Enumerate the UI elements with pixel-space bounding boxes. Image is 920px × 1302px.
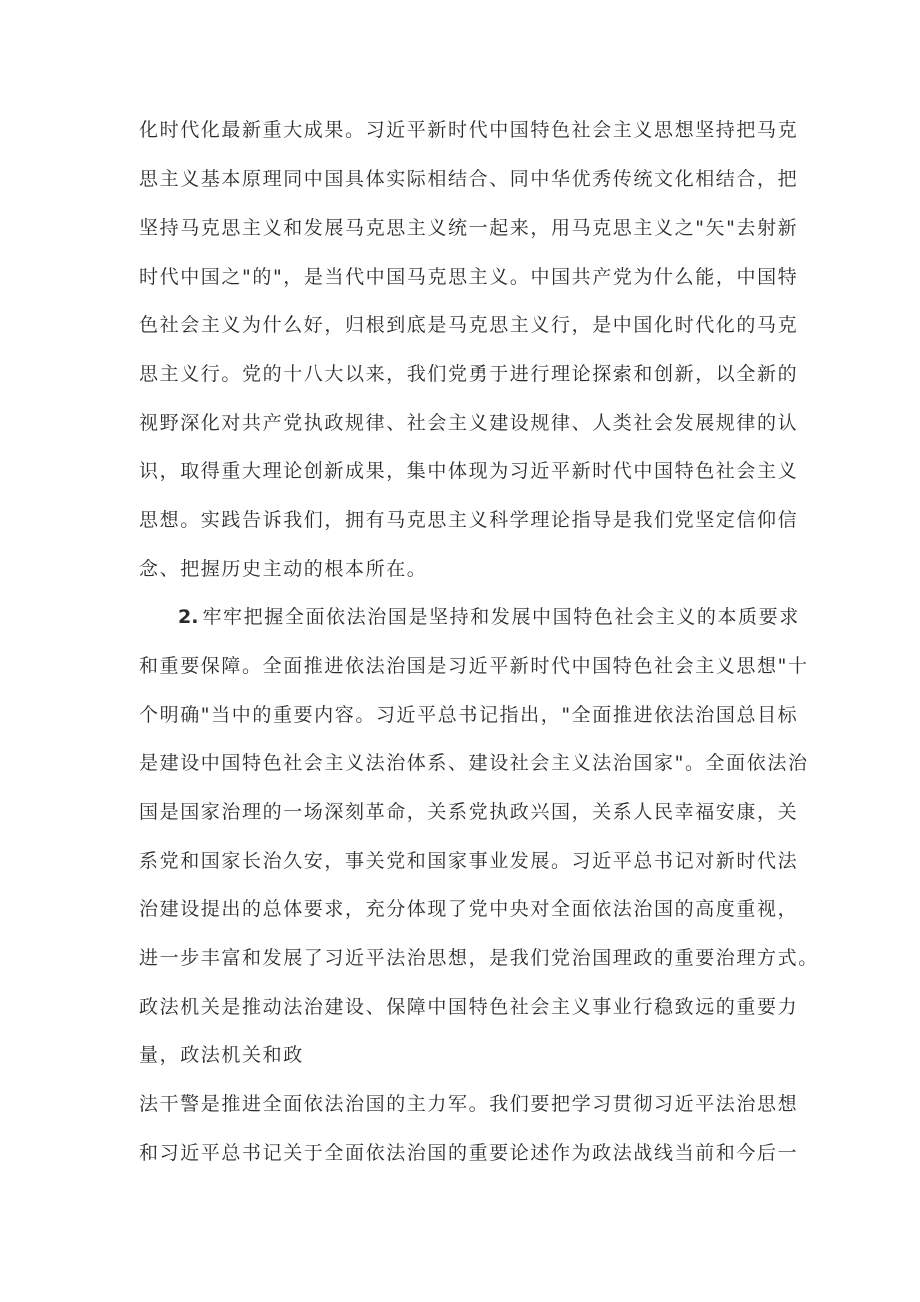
p3-line-2: 和习近平总书记关于全面依法治国的重要论述作为政法战线当前和今后一 xyxy=(139,1142,799,1164)
p1-line-2: 思主义基本原理同中国具体实际相结合、同中华优秀传统文化相结合，把 xyxy=(139,168,799,190)
p1-line-8: 识，取得重大理论创新成果，集中体现为习近平新时代中国特色社会主义 xyxy=(139,460,799,482)
p2-line-9: 政法机关是推动法治建设、保障中国特色社会主义事业行稳致远的重要力 xyxy=(139,996,799,1018)
p1-line-10: 念、把握历史主动的根本所在。 xyxy=(139,558,428,580)
p1-line-5: 色社会主义为什么好，归根到底是马克思主义行，是中国化时代化的马克 xyxy=(139,314,799,336)
p2-line-6: 系党和国家长治久安，事关党和国家事业发展。习近平总书记对新时代法 xyxy=(139,850,799,872)
p2-line-2: 和重要保障。全面推进依法治国是习近平新时代中国特色社会主义思想"十 xyxy=(139,655,809,677)
p1-line-9: 思想。实践告诉我们，拥有马克思主义科学理论指导是我们党坚定信仰信 xyxy=(139,509,799,531)
p2-line-7: 治建设提出的总体要求，充分体现了党中央对全面依法治国的高度重视， xyxy=(139,898,799,920)
p2-line-8: 进一步丰富和发展了习近平法治思想，是我们党治国理政的重要治理方式。 xyxy=(139,947,819,969)
p2-line-1 xyxy=(178,605,800,629)
p1-line-4: 时代中国之"的"，是当代中国马克思主义。中国共产党为什么能，中国特 xyxy=(139,266,799,288)
p2-line-4: 是建设中国特色社会主义法治体系、建设社会主义法治国家"。全面依法治 xyxy=(139,752,809,774)
p1-line-6: 思主义行。党的十八大以来，我们党勇于进行理论探索和创新，以全新的 xyxy=(139,363,799,385)
p1-line-1: 化时代化最新重大成果。习近平新时代中国特色社会主义思想坚持把马克 xyxy=(139,119,799,141)
p1-line-3: 坚持马克思主义和发展马克思主义统一起来，用马克思主义之"矢"去射新 xyxy=(139,217,799,239)
p2-line-3: 个明确"当中的重要内容。习近平总书记指出，"全面推进依法治国总目标 xyxy=(139,704,799,726)
p2-number: 2. xyxy=(178,606,199,628)
p3-line-1: 法干警是推进全面依法治国的主力军。我们要把学习贯彻习近平法治思想 xyxy=(139,1093,799,1115)
p2-line-10: 量，政法机关和政 xyxy=(139,1044,304,1066)
p2-line-5: 国是国家治理的一场深刻革命，关系党执政兴国，关系人民幸福安康，关 xyxy=(139,801,799,823)
p1-line-7: 视野深化对共产党执政规律、社会主义建设规律、人类社会发展规律的认 xyxy=(139,412,799,434)
p2-first-line-text: 牢牢把握全面依法治国是坚持和发展中国特色社会主义的本质要求 xyxy=(202,606,800,628)
